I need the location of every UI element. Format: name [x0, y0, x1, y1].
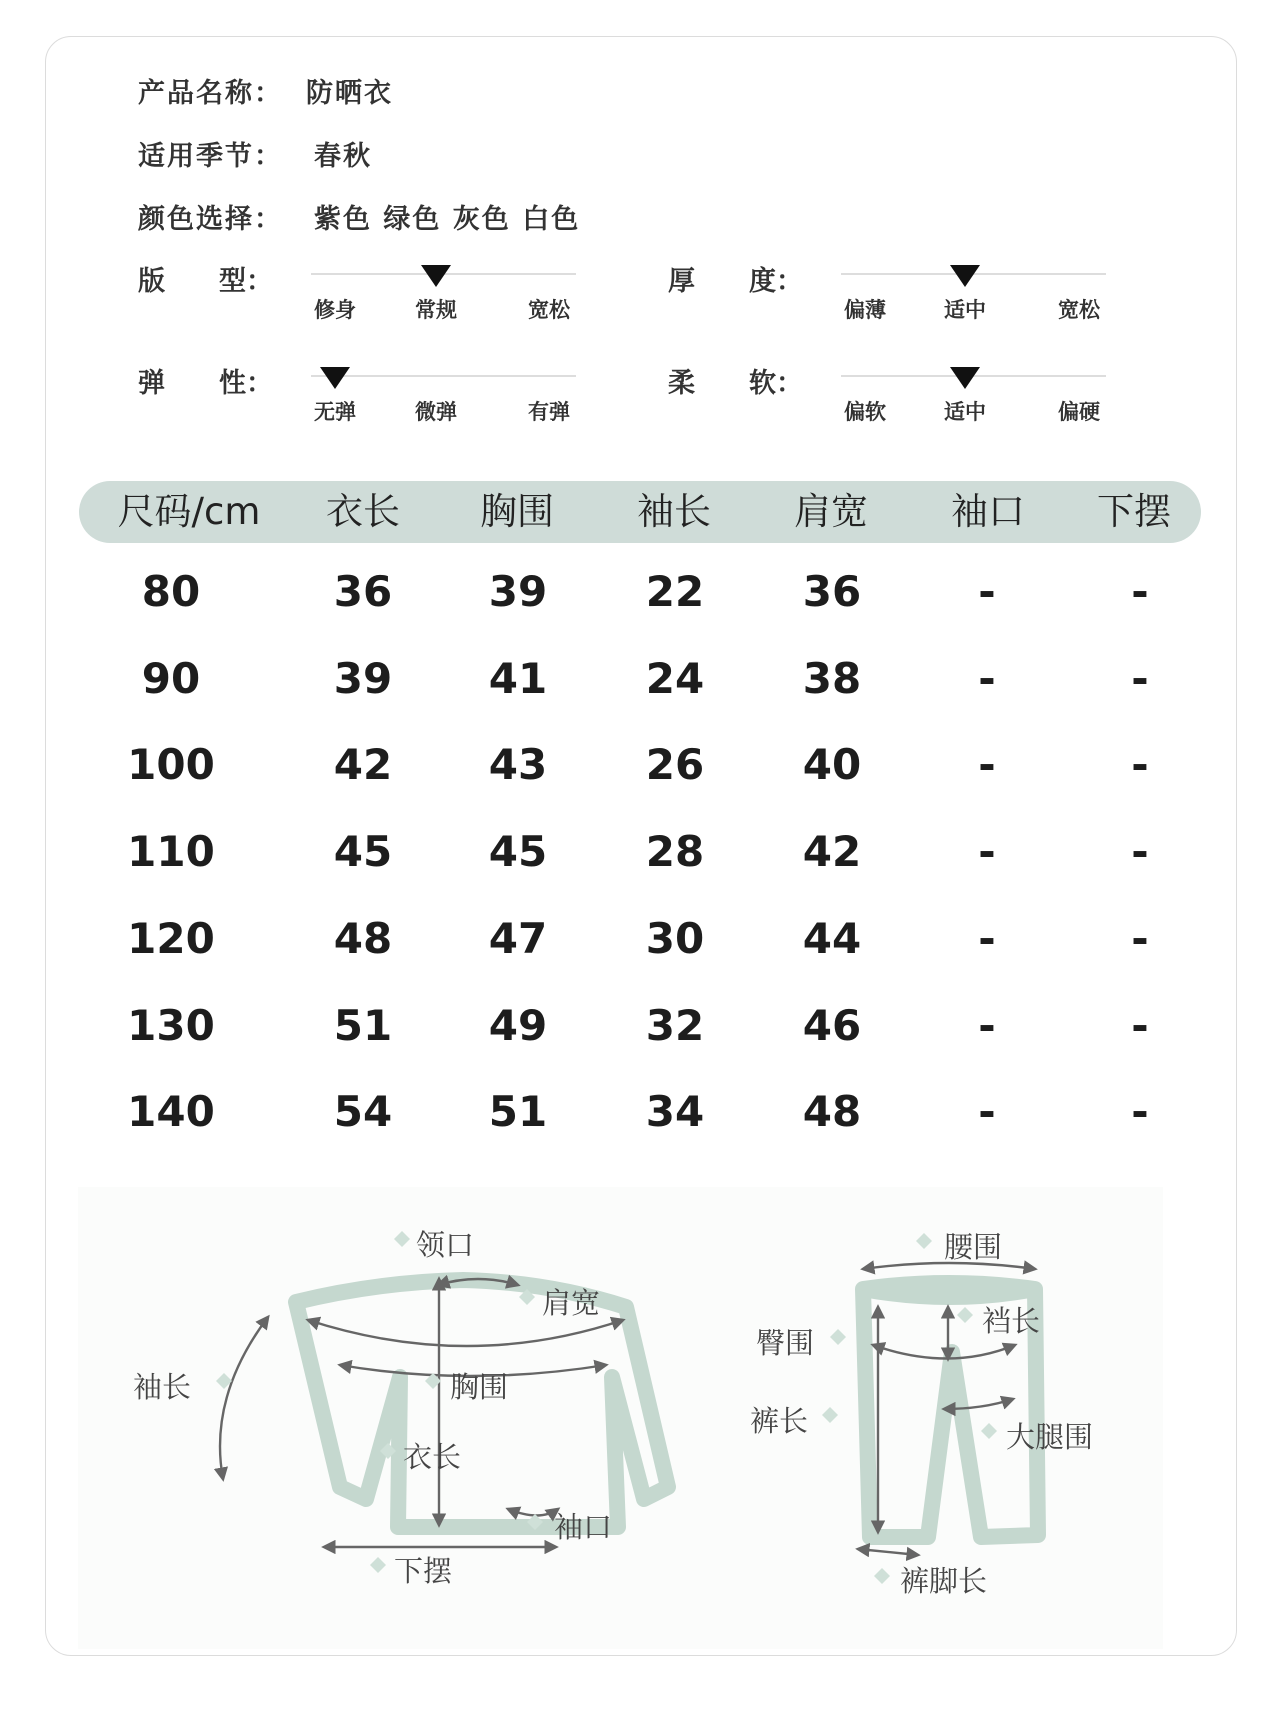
- leg-opening-arrow: [858, 1549, 918, 1555]
- shoulder-arrow: [308, 1320, 623, 1346]
- size-cell: 130: [127, 1001, 215, 1050]
- color-value: 紫色 绿色 灰色 白色: [314, 204, 581, 235]
- measurement-cell: -: [978, 654, 996, 703]
- thickness-option: 偏薄: [844, 298, 886, 322]
- measurement-cell: -: [978, 1087, 996, 1136]
- measurement-cell: 39: [333, 654, 393, 703]
- measurement-cell: 54: [333, 1087, 393, 1136]
- measurement-cell: 32: [645, 1001, 705, 1050]
- fit-option: 常规: [415, 298, 457, 322]
- measurement-cell: -: [1131, 827, 1149, 876]
- shoulder-label: 肩宽: [542, 1286, 601, 1320]
- product-name-label: 产品名称：: [138, 78, 283, 109]
- header-hem: 下摆: [1097, 490, 1171, 533]
- size-cell: 80: [141, 567, 201, 616]
- measurement-cell: 43: [488, 740, 548, 789]
- sleeve-arrow: [220, 1317, 268, 1479]
- header-chest: 胸围: [480, 490, 554, 533]
- measurement-cell: -: [1131, 1001, 1149, 1050]
- measurement-cell: 47: [488, 914, 548, 963]
- measurement-cell: 36: [333, 567, 393, 616]
- measurement-cell: 48: [802, 1087, 862, 1136]
- size-cell: 90: [141, 654, 201, 703]
- cuff-label: 袖口: [554, 1510, 613, 1544]
- softness-option: 适中: [944, 400, 986, 424]
- measurement-cell: 49: [488, 1001, 548, 1050]
- rise-label: 裆长: [982, 1304, 1041, 1338]
- thickness-marker: [950, 265, 980, 287]
- measurement-cell: 48: [333, 914, 393, 963]
- thickness-label: 厚 度：: [668, 266, 803, 297]
- softness-marker: [950, 367, 980, 389]
- product-name-value: 防晒衣: [306, 78, 393, 109]
- measurement-cell: -: [1131, 740, 1149, 789]
- header-cuff: 袖口: [951, 490, 1025, 533]
- measurement-cell: 22: [645, 567, 705, 616]
- measurement-cell: 42: [802, 827, 862, 876]
- measurement-cell: 28: [645, 827, 705, 876]
- waist-label: 腰围: [944, 1230, 1003, 1264]
- softness-option: 偏软: [844, 400, 886, 424]
- measurement-cell: -: [1131, 914, 1149, 963]
- measurement-cell: 30: [645, 914, 705, 963]
- thickness-option: 宽松: [1058, 298, 1100, 322]
- measurement-cell: 39: [488, 567, 548, 616]
- softness-option: 偏硬: [1058, 400, 1100, 424]
- leg-opening-label: 裤脚长: [900, 1564, 988, 1598]
- measurement-cell: -: [978, 827, 996, 876]
- header-shoulder: 肩宽: [794, 490, 868, 533]
- season-label: 适用季节：: [138, 141, 283, 172]
- measurement-cell: 44: [802, 914, 862, 963]
- elasticity-option: 微弹: [415, 400, 457, 424]
- measurement-cell: 51: [333, 1001, 393, 1050]
- measurement-cell: -: [978, 1001, 996, 1050]
- header-length: 衣长: [326, 490, 400, 533]
- fit-marker: [421, 265, 451, 287]
- pant-length-label: 裤长: [750, 1404, 809, 1438]
- measurement-cell: -: [1131, 567, 1149, 616]
- measurement-cell: -: [1131, 654, 1149, 703]
- measurement-cell: 41: [488, 654, 548, 703]
- size-cell: 100: [127, 740, 215, 789]
- softness-label: 柔 软：: [668, 368, 803, 399]
- thigh-label: 大腿围: [1006, 1420, 1094, 1454]
- fit-option: 修身: [314, 298, 356, 322]
- measurement-cell: 34: [645, 1087, 705, 1136]
- measurement-cell: 24: [645, 654, 705, 703]
- measurement-diagram-area: [78, 1187, 1163, 1649]
- measurement-cell: -: [978, 740, 996, 789]
- measurement-cell: -: [978, 914, 996, 963]
- fit-label: 版 型：: [138, 266, 273, 297]
- hem-label: 下摆: [394, 1554, 453, 1588]
- measurement-cell: 42: [333, 740, 393, 789]
- header-sleeve: 袖长: [637, 490, 711, 533]
- elasticity-scale-line: [311, 375, 576, 377]
- size-cell: 110: [127, 827, 215, 876]
- measurement-cell: 51: [488, 1087, 548, 1136]
- sleeve-label: 袖长: [133, 1370, 192, 1404]
- size-cell: 120: [127, 914, 215, 963]
- elasticity-option: 无弹: [314, 400, 356, 424]
- fit-option: 宽松: [528, 298, 570, 322]
- season-value: 春秋: [314, 141, 372, 172]
- cuff-arrow: [508, 1509, 558, 1516]
- measurement-cell: 46: [802, 1001, 862, 1050]
- measurement-cell: 40: [802, 740, 862, 789]
- elasticity-option: 有弹: [528, 400, 570, 424]
- hip-label: 臀围: [756, 1326, 815, 1360]
- color-label: 颜色选择：: [138, 204, 283, 235]
- chest-label: 胸围: [450, 1370, 509, 1404]
- elasticity-marker: [320, 367, 350, 389]
- measurement-cell: 36: [802, 567, 862, 616]
- measurement-cell: -: [978, 567, 996, 616]
- length-label: 衣长: [403, 1440, 462, 1474]
- measurement-cell: 45: [488, 827, 548, 876]
- elasticity-label: 弹 性：: [138, 368, 273, 399]
- header-size: 尺码/cm: [117, 490, 261, 533]
- size-table-header: [79, 481, 1201, 543]
- measurement-cell: 26: [645, 740, 705, 789]
- thickness-option: 适中: [944, 298, 986, 322]
- measurement-cell: -: [1131, 1087, 1149, 1136]
- measurement-cell: 38: [802, 654, 862, 703]
- size-cell: 140: [127, 1087, 215, 1136]
- collar-label: 领口: [416, 1228, 475, 1262]
- measurement-cell: 45: [333, 827, 393, 876]
